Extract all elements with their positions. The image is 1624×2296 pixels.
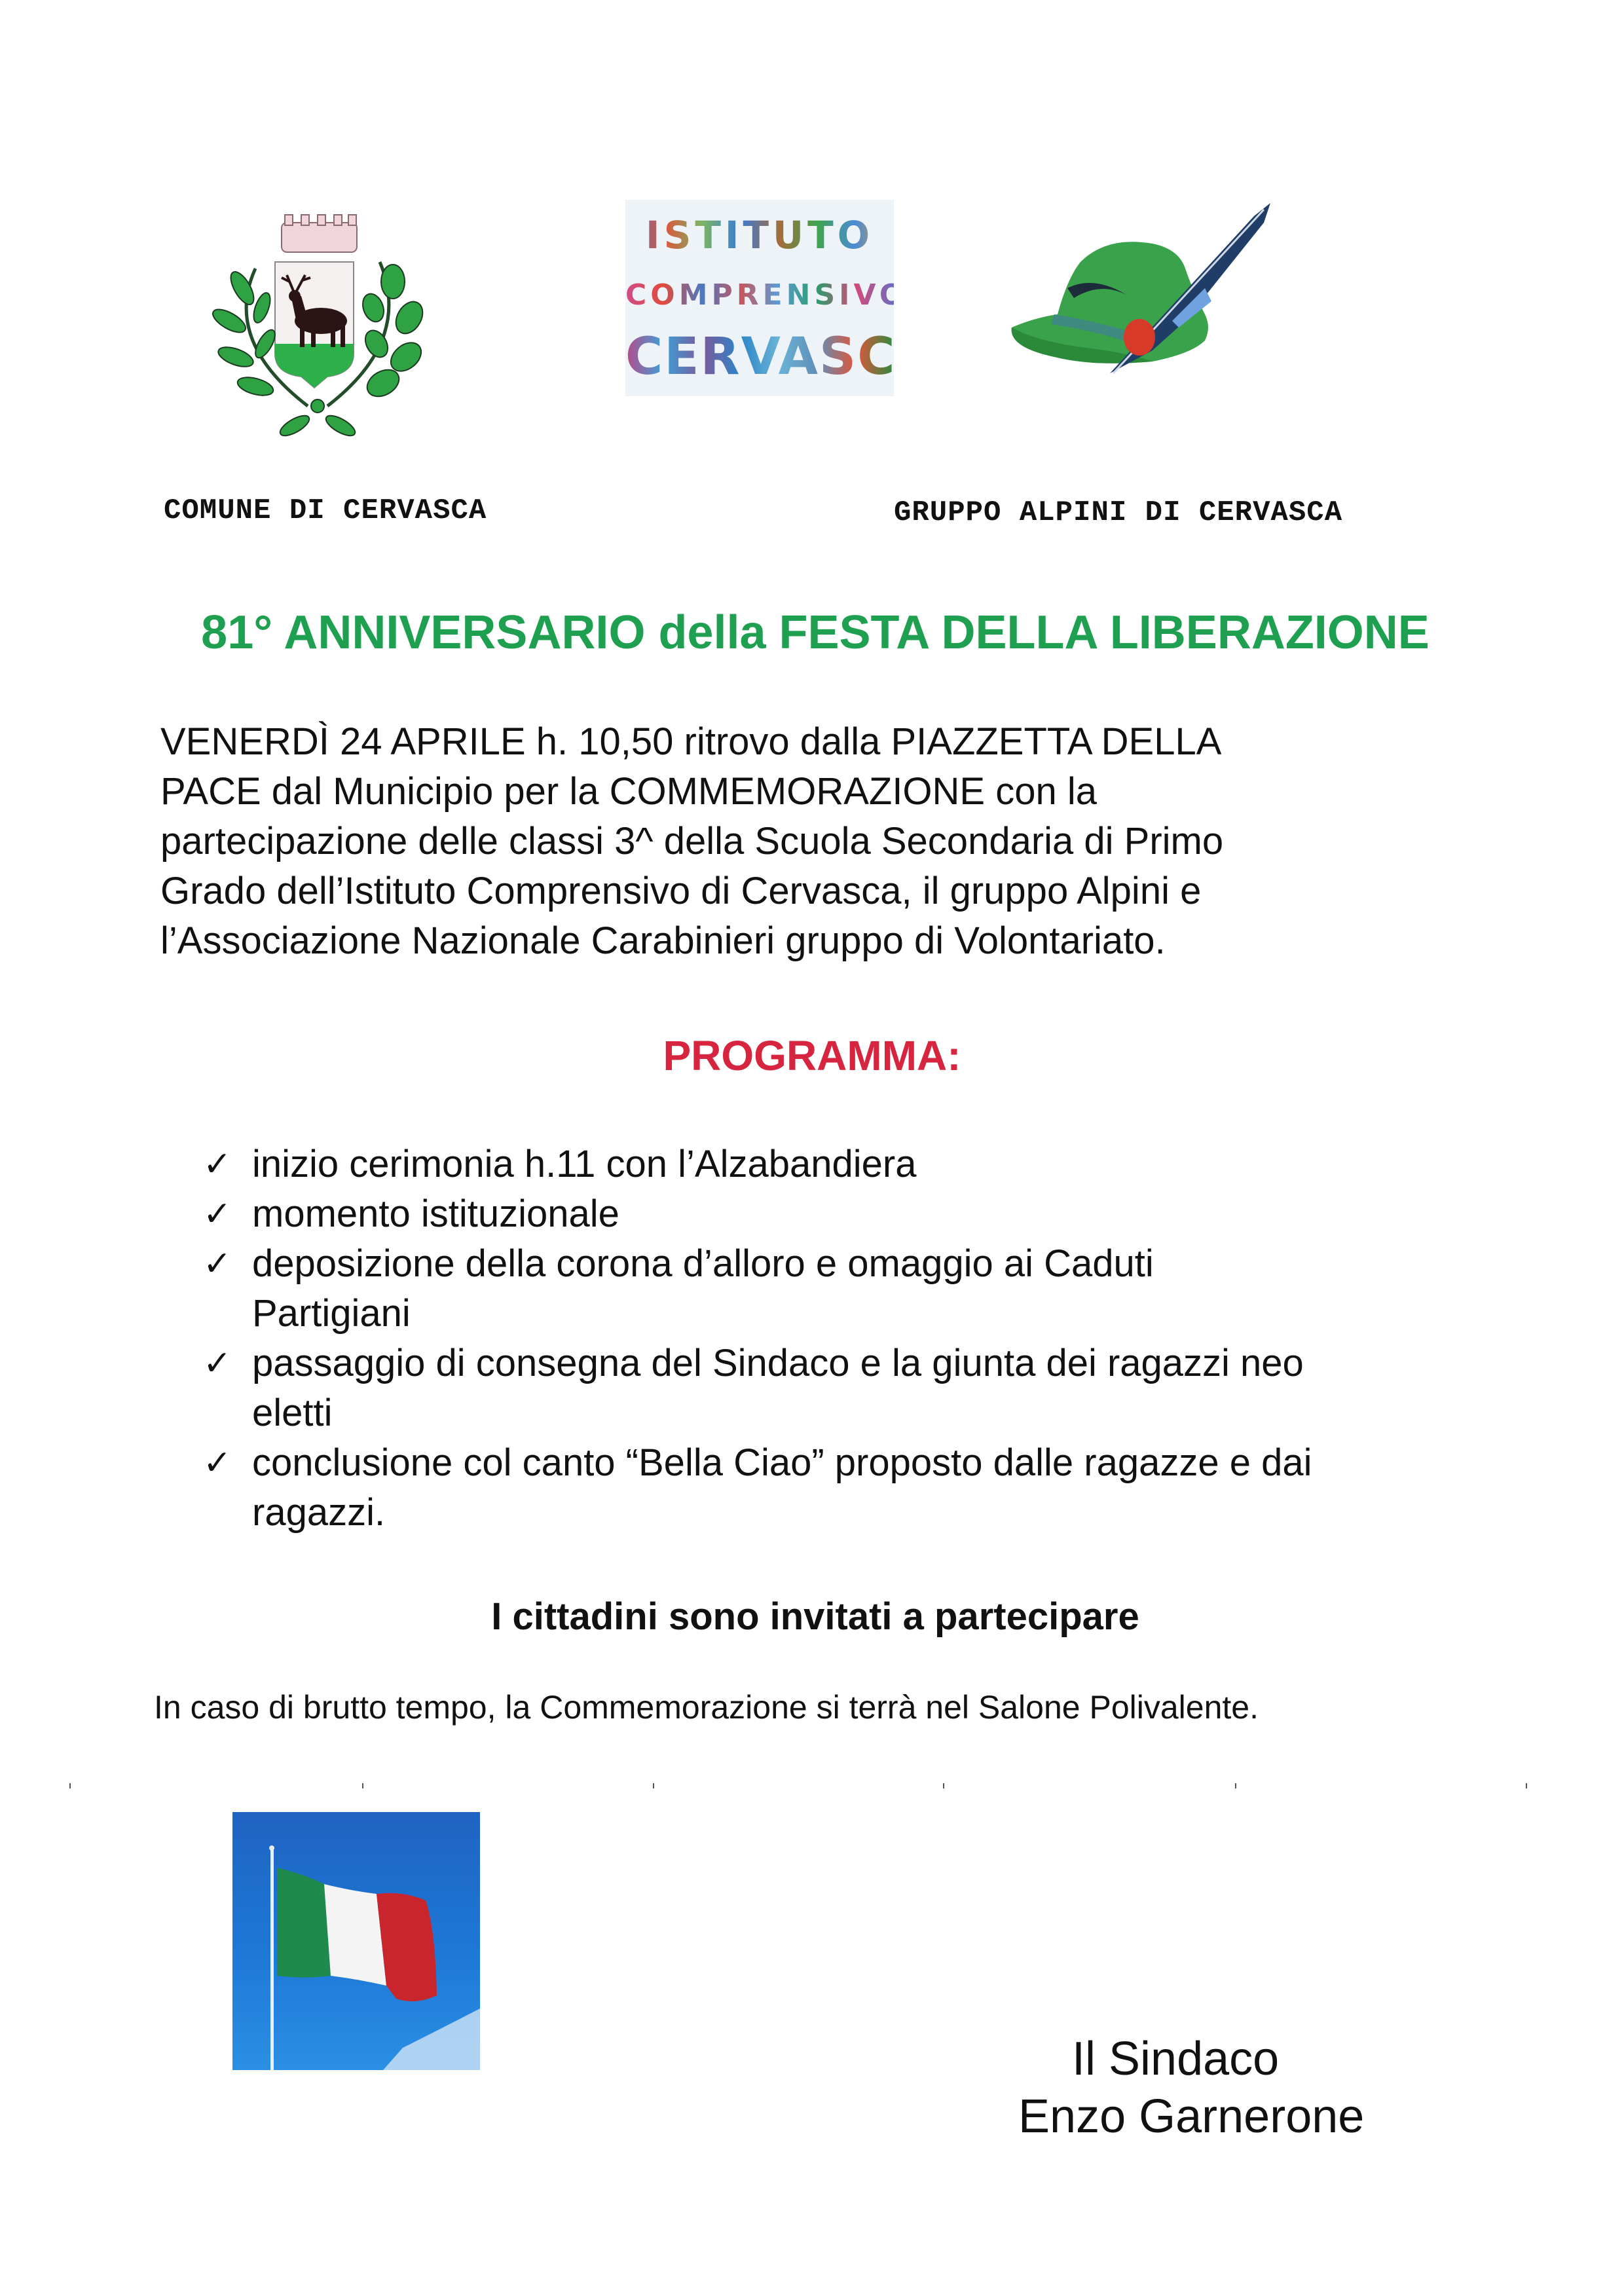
list-item-text-cont: Partigiani [252, 1292, 411, 1335]
scan-mark [1235, 1783, 1236, 1788]
italian-flag-icon [232, 1812, 480, 2070]
checkmark-icon: ✓ [203, 1244, 232, 1284]
programma-heading: PROGRAMMA: [663, 1032, 961, 1079]
signature-block [1018, 2030, 1364, 2145]
intro-line: l’Associazione Nazionale Carabinieri gruppo di Volontariato. [160, 919, 1166, 962]
school-logo-icon [625, 200, 937, 396]
scan-mark [943, 1783, 944, 1788]
intro-paragraph [160, 717, 1470, 966]
school-logo-line-3: CERVASCA [625, 327, 937, 386]
list-item-text: inizio cerimonia h.11 con l’Alzabandiera [252, 1143, 917, 1185]
comune-label: COMUNE DI CERVASCA [164, 494, 487, 527]
list-item [203, 1438, 1513, 1538]
list-item [203, 1189, 1513, 1239]
list-item-text-cont: ragazzi. [252, 1491, 386, 1534]
list-item-text: passaggio di consegna del Sindaco e la giunta dei ragazzi neo [252, 1342, 1304, 1384]
school-logo-line-1: ISTITUTO [625, 213, 894, 257]
intro-line: Grado dell’Istituto Comprensivo di Cervasca, il gruppo Alpini e [160, 870, 1202, 912]
list-item-text: conclusione col canto “Bella Ciao” proposto dalle ragazze e dai [252, 1441, 1312, 1484]
program-list [203, 1139, 1513, 1538]
school-logo-line-2: COMPRENSIVO [625, 278, 908, 312]
gruppo-alpini-label: GRUPPO ALPINI DI CERVASCA [894, 496, 1343, 529]
checkmark-icon: ✓ [203, 1145, 232, 1184]
list-item [203, 1139, 1513, 1189]
list-item [203, 1339, 1513, 1438]
page-title: 81° ANNIVERSARIO della FESTA DELLA LIBERAZIONE [201, 606, 1430, 659]
checkmark-icon: ✓ [203, 1344, 232, 1383]
list-item [203, 1239, 1513, 1339]
weather-note: In caso di brutto tempo, la Commemorazione si terrà nel Salone Polivalente. [154, 1689, 1259, 1726]
signature-name: Enzo Garnerone [1018, 2090, 1365, 2143]
checkmark-icon: ✓ [203, 1194, 232, 1234]
signature-role: Il Sindaco [1072, 2033, 1280, 2085]
list-item-text-cont: eletti [252, 1392, 333, 1434]
alpine-hat-icon [995, 190, 1323, 406]
intro-line: PACE dal Municipio per la COMMEMORAZIONE con la [160, 770, 1098, 813]
scan-mark [69, 1783, 71, 1788]
invite-text: I cittadini sono invitati a partecipare [491, 1595, 1139, 1638]
scan-mark [653, 1783, 654, 1788]
scan-mark [1526, 1783, 1527, 1788]
scan-mark [362, 1783, 363, 1788]
checkmark-icon: ✓ [203, 1443, 232, 1483]
list-item-text: momento istituzionale [252, 1193, 619, 1235]
intro-line: VENERDÌ 24 APRILE h. 10,50 ritrovo dalla PIAZZETTA DELLA [160, 720, 1222, 763]
coat-of-arms-icon [177, 210, 465, 472]
list-item-text: deposizione della corona d’alloro e omaggio ai Caduti [252, 1242, 1154, 1285]
intro-line: partecipazione delle classi 3^ della Scuola Secondaria di Primo [160, 820, 1224, 862]
